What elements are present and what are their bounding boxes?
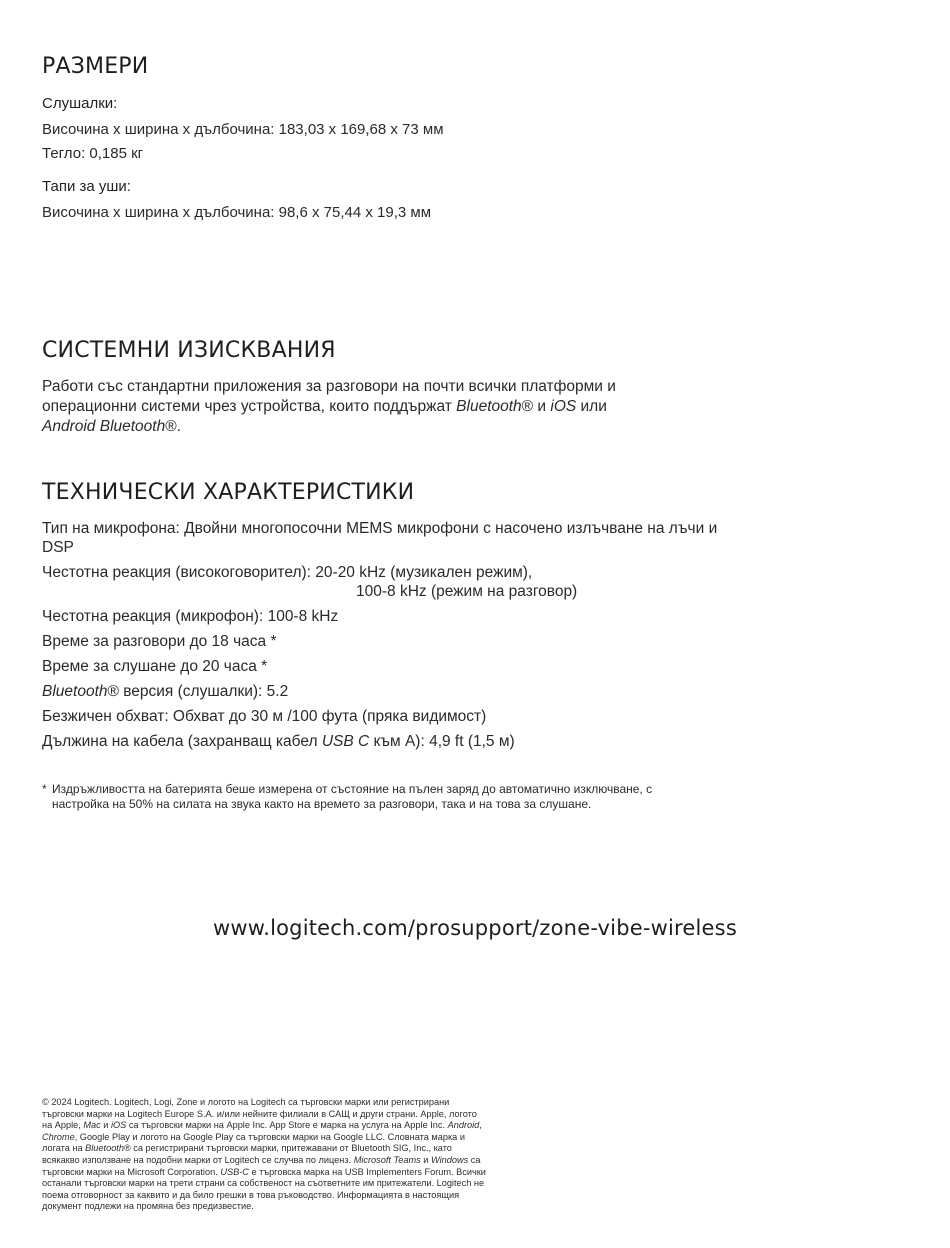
battery-footnote <box>42 782 682 812</box>
headphones-weight: Тегло: 0,185 кг <box>42 145 144 162</box>
earpads-size: Височина х ширина х дълбочина: 98,6 х 75,44 х 19,3 мм <box>42 204 432 221</box>
system-text: Работи със стандартни приложения за разговори на почти всички платформи и операционни системи чрез устройства, които поддържат Bluetooth® и iOS или Android Bluetooth®. <box>42 378 616 435</box>
cable-length: Дължина на кабела (захранващ кабел USB C към A): 4,9 ft (1,5 м) <box>42 733 515 750</box>
freq-response-speaker: Честотна реакция (високоговорител): 20-20 kHz (музикален режим), 100-8 kHz (режим на разговор) <box>42 564 578 600</box>
dimensions-section <box>42 54 444 223</box>
tech-title: ТЕХНИЧЕСКИ ХАРАКТЕРИСТИКИ <box>42 480 415 505</box>
support-url[interactable]: www.logitech.com/prosupport/zone-vibe-wireless <box>213 916 737 940</box>
earpads-label: Тапи за уши: <box>42 178 131 195</box>
tech-specs-section <box>42 480 722 757</box>
footnote-star: * <box>42 782 47 796</box>
system-title: СИСТЕМНИ ИЗИСКВАНИЯ <box>42 338 336 363</box>
legal-notice: © 2024 Logitech. Logitech, Logi, Zone и логото на Logitech са търговски марки или регистрирани търговски марки на Logitech Europe S.A. и/или нейните филиали в САЩ и други страни. Apple, логото на Apple, Mac и iOS са търговски марки на Apple Inc. App Store е марка на услуга на Apple Inc. Android, Chrome, Google Play и логото на Google Play са търговски марки на Google LLC. Словната марка и логата на Bluetooth® са регистрирани търговски марки, притежавани от Bluetooth SIG, Inc., като всякакво използване на подобни марки от Logitech се случва по лиценз. Microsoft Teams и Windows са търговски марки на Microsoft Corporation. USB-C е търговска марка на USB Implementers Forum. Всички останали търговски марки на трети страни са собственост на съответните им притежатели. Logitech не поема отговорност за каквито и да било грешки в това ръководство. Информацията в настоящия документ подлежи на промяна без предизвестие. <box>42 1097 486 1212</box>
tech-list <box>42 519 722 751</box>
talk-time: Време за разговори до 18 часа * <box>42 633 277 650</box>
system-requirements-section <box>42 338 662 437</box>
footnote-text: Издръжливостта на батерията беше измерена от състояние на пълен заряд до автоматично изключване, с настройка на 50% на силата на звука както на времето за разговори, така и на това за слушане. <box>52 782 653 811</box>
bluetooth-version: Bluetooth® версия (слушалки): 5.2 <box>42 683 289 700</box>
wireless-range: Безжичен обхват: Обхват до 30 м /100 фута (пряка видимост) <box>42 708 487 725</box>
headphones-size: Височина х ширина х дълбочина: 183,03 х 169,68 х 73 мм <box>42 121 444 138</box>
dimensions-title: РАЗМЕРИ <box>42 54 149 79</box>
freq-response-mic: Честотна реакция (микрофон): 100-8 kHz <box>42 608 339 625</box>
headphones-label: Слушалки: <box>42 95 118 112</box>
listen-time: Време за слушане до 20 часа * <box>42 658 268 675</box>
mic-type: Тип на микрофона: Двойни многопосочни MEMS микрофони с насочено излъчване на лъчи и DSP <box>42 520 718 556</box>
